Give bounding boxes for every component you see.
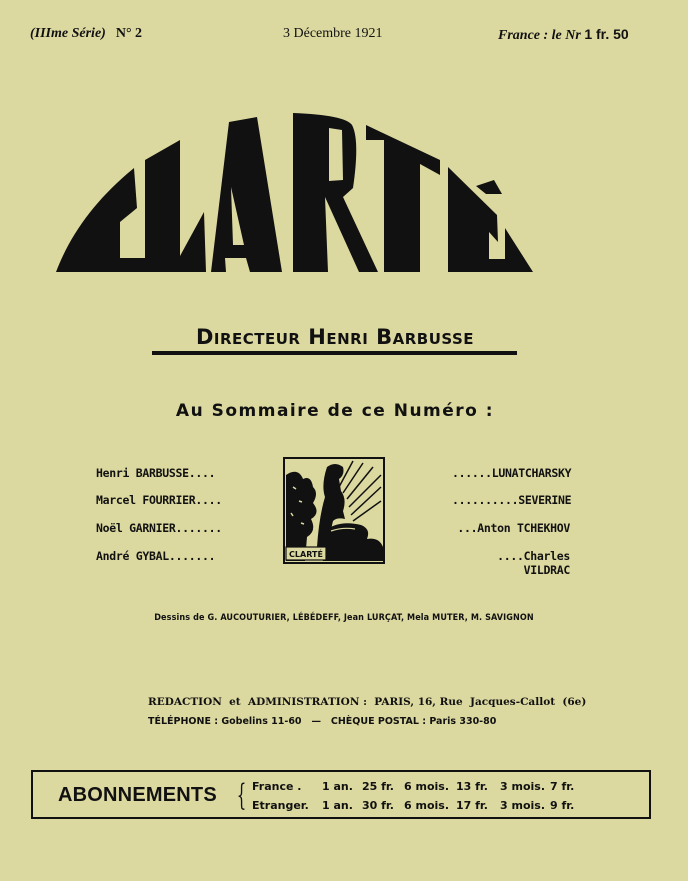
contributor-right: ..........SEVERINE [452, 493, 572, 507]
masthead-clarte-logo [0, 80, 688, 280]
vignette-caption: CLARTÉ [289, 550, 323, 559]
woodcut-vignette-image [283, 457, 385, 564]
brace-icon: { [236, 778, 247, 813]
term-3: 3 mois. [500, 799, 545, 812]
price-3: 9 fr. [550, 799, 575, 812]
term-3: 3 mois. [500, 780, 545, 793]
contributor-right: ...Anton TCHEKHOV [457, 521, 570, 535]
term-1: 1 an. [322, 780, 353, 793]
series-label: (IIIme Série) [30, 26, 106, 41]
issue-price [498, 26, 629, 44]
term-2: 6 mois. [404, 799, 449, 812]
price-3: 7 fr. [550, 780, 575, 793]
subscription-row-france [252, 780, 580, 793]
contents-heading: Au Sommaire de ce Numéro : [175, 401, 495, 421]
contributor-right: ....Charles VILDRAC [497, 549, 570, 577]
subscriptions-label: ABONNEMENTS [58, 784, 217, 806]
issue-date: 3 Décembre 1921 [283, 26, 383, 41]
contributor-left: Marcel FOURRIER.... [96, 493, 222, 507]
contributor-left: André GYBAL....... [96, 549, 216, 563]
price-1: 30 fr. [362, 799, 394, 812]
term-1: 1 an. [322, 799, 353, 812]
drawings-credit: Dessins de G. AUCOUTURIER, LÉBÉDEFF, Jean LURÇAT, Mela MUTER, M. SAVIGNON [154, 613, 534, 623]
region: France . [252, 780, 302, 793]
term-2: 6 mois. [404, 780, 449, 793]
price-2: 17 fr. [456, 799, 488, 812]
issue-number: N° 2 [115, 26, 143, 41]
subscription-row-etranger [252, 799, 580, 812]
contributor-left: Henri BARBUSSE.... [96, 466, 216, 480]
director-line: Directeur Henri Barbusse [195, 325, 475, 349]
director-underline [152, 351, 517, 355]
contributor-left: Noël GARNIER....... [96, 521, 222, 535]
price-value: 1 fr. 50 [584, 26, 629, 42]
editorial-address: REDACTION et ADMINISTRATION : PARIS, 16, Rue Jacques-Callot (6e) [148, 696, 587, 708]
price-label: France : le Nr [498, 28, 581, 43]
region: Etranger. [252, 799, 309, 812]
series-number [30, 26, 142, 42]
telephone-postal: TÉLÉPHONE : Gobelins 11-60 — CHÈQUE POSTAL : Paris 330-80 [148, 716, 497, 727]
price-2: 13 fr. [456, 780, 488, 793]
contributor-right: ......LUNATCHARSKY [452, 466, 572, 480]
price-1: 25 fr. [362, 780, 394, 793]
